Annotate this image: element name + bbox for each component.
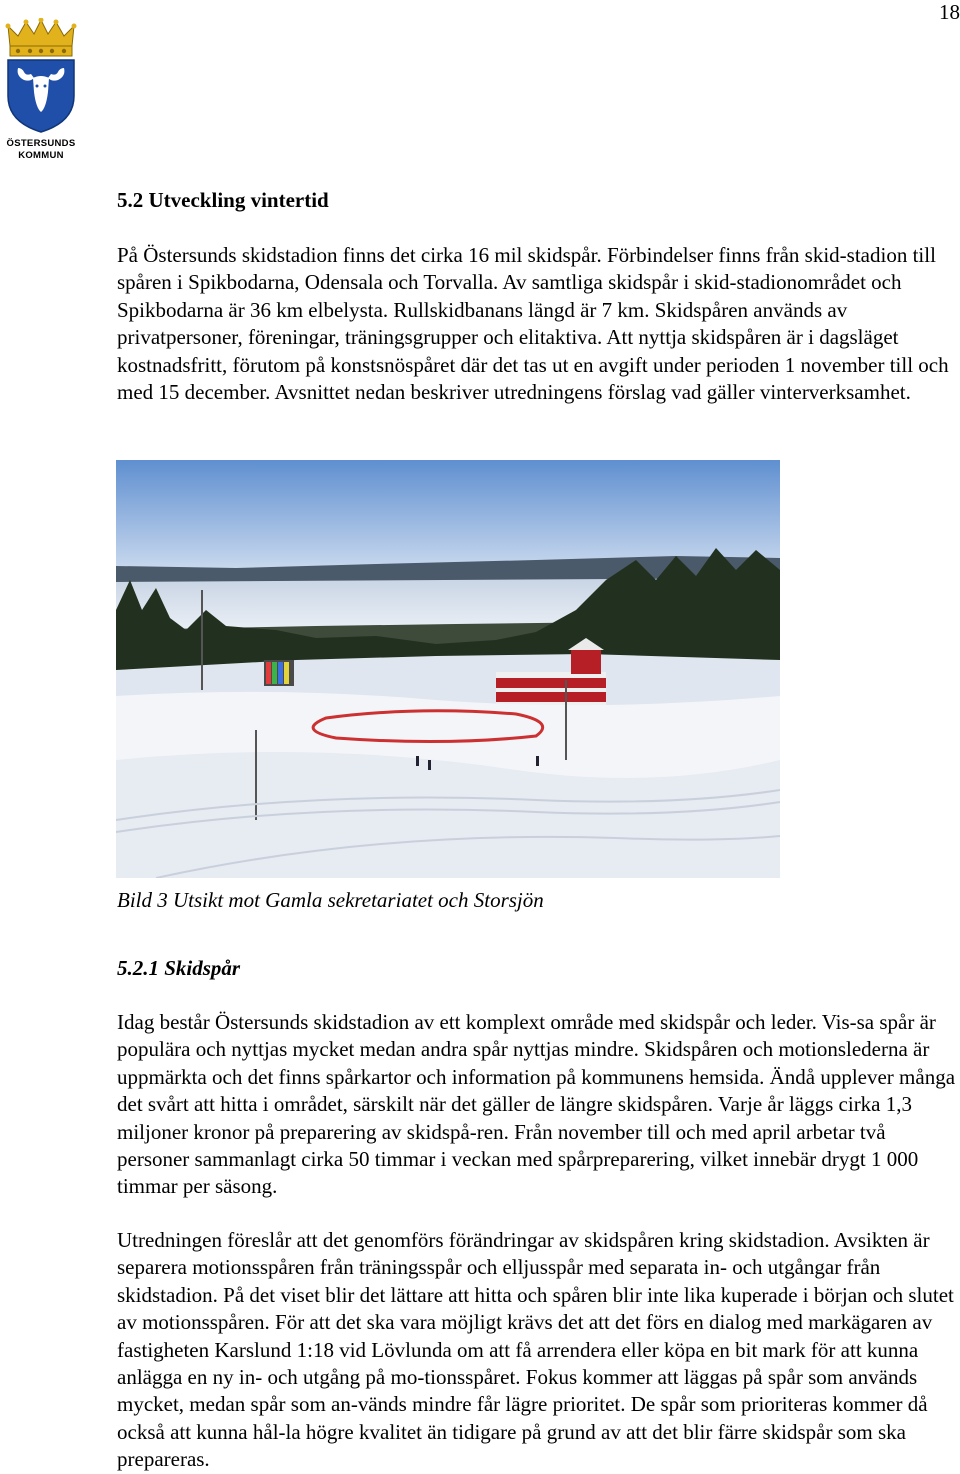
ski-stadium-photo (116, 460, 780, 878)
logo-text-line1: ÖSTERSUNDS (6, 138, 76, 149)
subsection-heading: 5.2.1 Skidspår (117, 956, 241, 980)
subsection-paragraph-1: Idag består Östersunds skidstadion av ett komplext område med skidspår och leder. Vis-sa spår är populära och nyttjas mycket medan andra spår nyttjas mindre. Skidspåren och motionslederna är uppmärkta och det finns spårkartor och information på kommunens hemsida. Ändå upplever många det svårt att hitta i området, särskilt när det gäller de längre skidspåren. Varje år läggs cirka 1,3 miljoner kronor på preparering av skidspå-ren. Från november till och med april arbetar två personer sammanlagt cirka 50 timmar i veckan med spårpreparering, vilket innebär drygt 1 000 timmar per säsong. (117, 1010, 956, 1199)
figure-caption: Bild 3 Utsikt mot Gamla sekretariatet och Storsjön (117, 888, 544, 912)
coat-of-arms-icon (4, 18, 78, 134)
ski-stadium-illustration (116, 460, 780, 878)
subsection-paragraph-2: Utredningen föreslår att det genomförs förändringar av skidspåren kring skidstadion. Avsikten är separera motionsspåren från träningsspår och elljusspår med separata in- och utgångar från skidstadion. På det viset blir det lättare att hitta och spåren blir inte lika kuperade i början och slutet av motionsspåren. För att det ska vara möjligt krävs det att det förs en dialog med markägaren av fastigheten Karslund 1:18 vid Lövlunda om att få arrendera eller köpa en bit mark för att kunna anlägga en ny in- och utgång på mo-tionsspåret. Fokus kommer att läggas på spår som används mycket, medan spår som an-vänds mindre får lägre prioritet. De spår som prioriteras kommer då också att kunna hål-la högre kvalitet än tidigare på grund av att det blir färre skidspår som ska prepareras. (117, 1228, 954, 1472)
municipality-logo (4, 18, 78, 163)
section-paragraph: På Östersunds skidstadion finns det cirka 16 mil skidspår. Förbindelser finns från skid-stadion till spåren i Spikbodarna, Odensala och Torvalla. Av samtliga skidspår i skid-stadionområdet och Spikbodarna är 36 km elbelysta. Rullskidbanans längd är 7 km. Skidspåren används av privatpersoner, föreningar, träningsgrupper och elitaktiva. Att nyttja skidspåren är i dagsläget kostnadsfritt, förutom på konstsnöspåret där det tas ut en avgift under perioden 1 november till och med 15 december. Avsnittet nedan beskriver utredningens förslag vad gäller vinterverksamhet. (117, 243, 949, 405)
page-number: 18 (939, 0, 960, 24)
logo-text-line2: KOMMUN (18, 150, 64, 161)
section-heading: 5.2 Utveckling vintertid (117, 188, 329, 212)
